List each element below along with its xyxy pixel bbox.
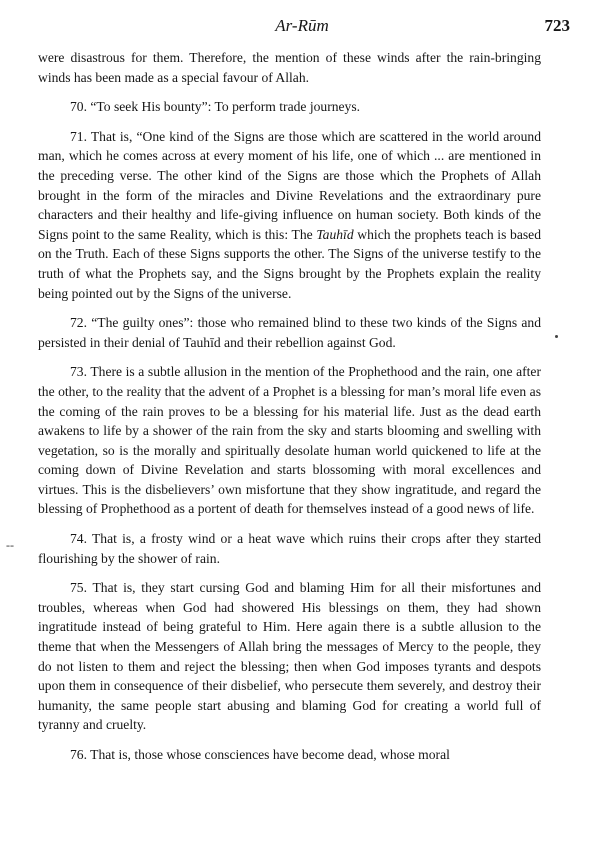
page-header <box>34 14 570 40</box>
note-71-term: Tauhīd <box>316 226 354 242</box>
body-text <box>38 48 541 765</box>
page-number: 723 <box>544 16 570 35</box>
paragraph-continued: were disastrous for them. Therefore, the mention of these winds after the rain-bringing winds has been made as a special favour of Allah. <box>38 50 541 85</box>
note-75: 75. That is, they start cursing God and blaming Him for all their misfortunes and troubles, whereas when God had showered His blessings on them, they had shown ingratitude instead of being grateful to Him. Here again there is a subtle allusion to the theme that when the Messengers of Allah bring the messages of Mercy to the people, they do not listen to them and reject the blessing; then when God imposes tyrants and despots upon them in consequence of their disbelief, who persecute them severely, and destroy their humanity, the same people start abusing and blaming God for creating a world full of tyranny and cruelty. <box>38 580 541 733</box>
note-70: 70. “To seek His bounty”: To perform trade journeys. <box>70 99 361 115</box>
scan-speck <box>555 335 558 338</box>
note-71-tail: which the prophets teach is based on the Truth. Each of these Signs supports the other. The Signs of the universe testify to the truth of what the Prophets say, and the Signs brought by the Prophets explain the reality being pointed out by the Signs of the universe. <box>38 226 541 301</box>
note-71-text: 71. That is, “One kind of the Signs are those which are scattered in the world around man, which he comes across at every moment of his life, one of which ... are mentioned in the preceding verse. The other kind of the Signs are those which the Prophets of Allah brought in the form of the miracles and Divine Revelations and the extraordinary pure characters and their healthy and life-giving influence on human society. Both kinds of the Signs point to the same Reality, which is this: The <box>38 128 541 242</box>
note-74: 74. That is, a frosty wind or a heat wave which ruins their crops after they started flourishing by the shower of rain. <box>38 531 541 566</box>
note-73: 73. There is a subtle allusion in the mention of the Prophethood and the rain, one after the other, to the reality that the advent of a Prophet is a blessing for man’s moral life even as the coming of the rain proves to be a blessing for his material life. Just as the dead earth awakens to life by a shower of the rain from the sky and starts blooming and swelling with vegetation, so is the morally and spiritually desolate human world quickened to life at the coming down of Divine Revelation and starts blossoming with moral excellences and virtues. This is the disbelievers’ own misfortune that they show ingratitude, and regard the blessing of Prophethood as a portent of death for themselves instead of a good news of life. <box>38 364 541 517</box>
margin-mark: -- <box>6 538 14 552</box>
running-title: Ar-Rūm <box>275 16 329 35</box>
note-76: 76. That is, those whose consciences have become dead, whose moral <box>70 747 450 762</box>
note-72: 72. “The guilty ones”: those who remained blind to these two kinds of the Signs and persisted in their denial of Tauhīd and their rebellion against God. <box>38 315 541 350</box>
note-71 <box>38 127 541 303</box>
